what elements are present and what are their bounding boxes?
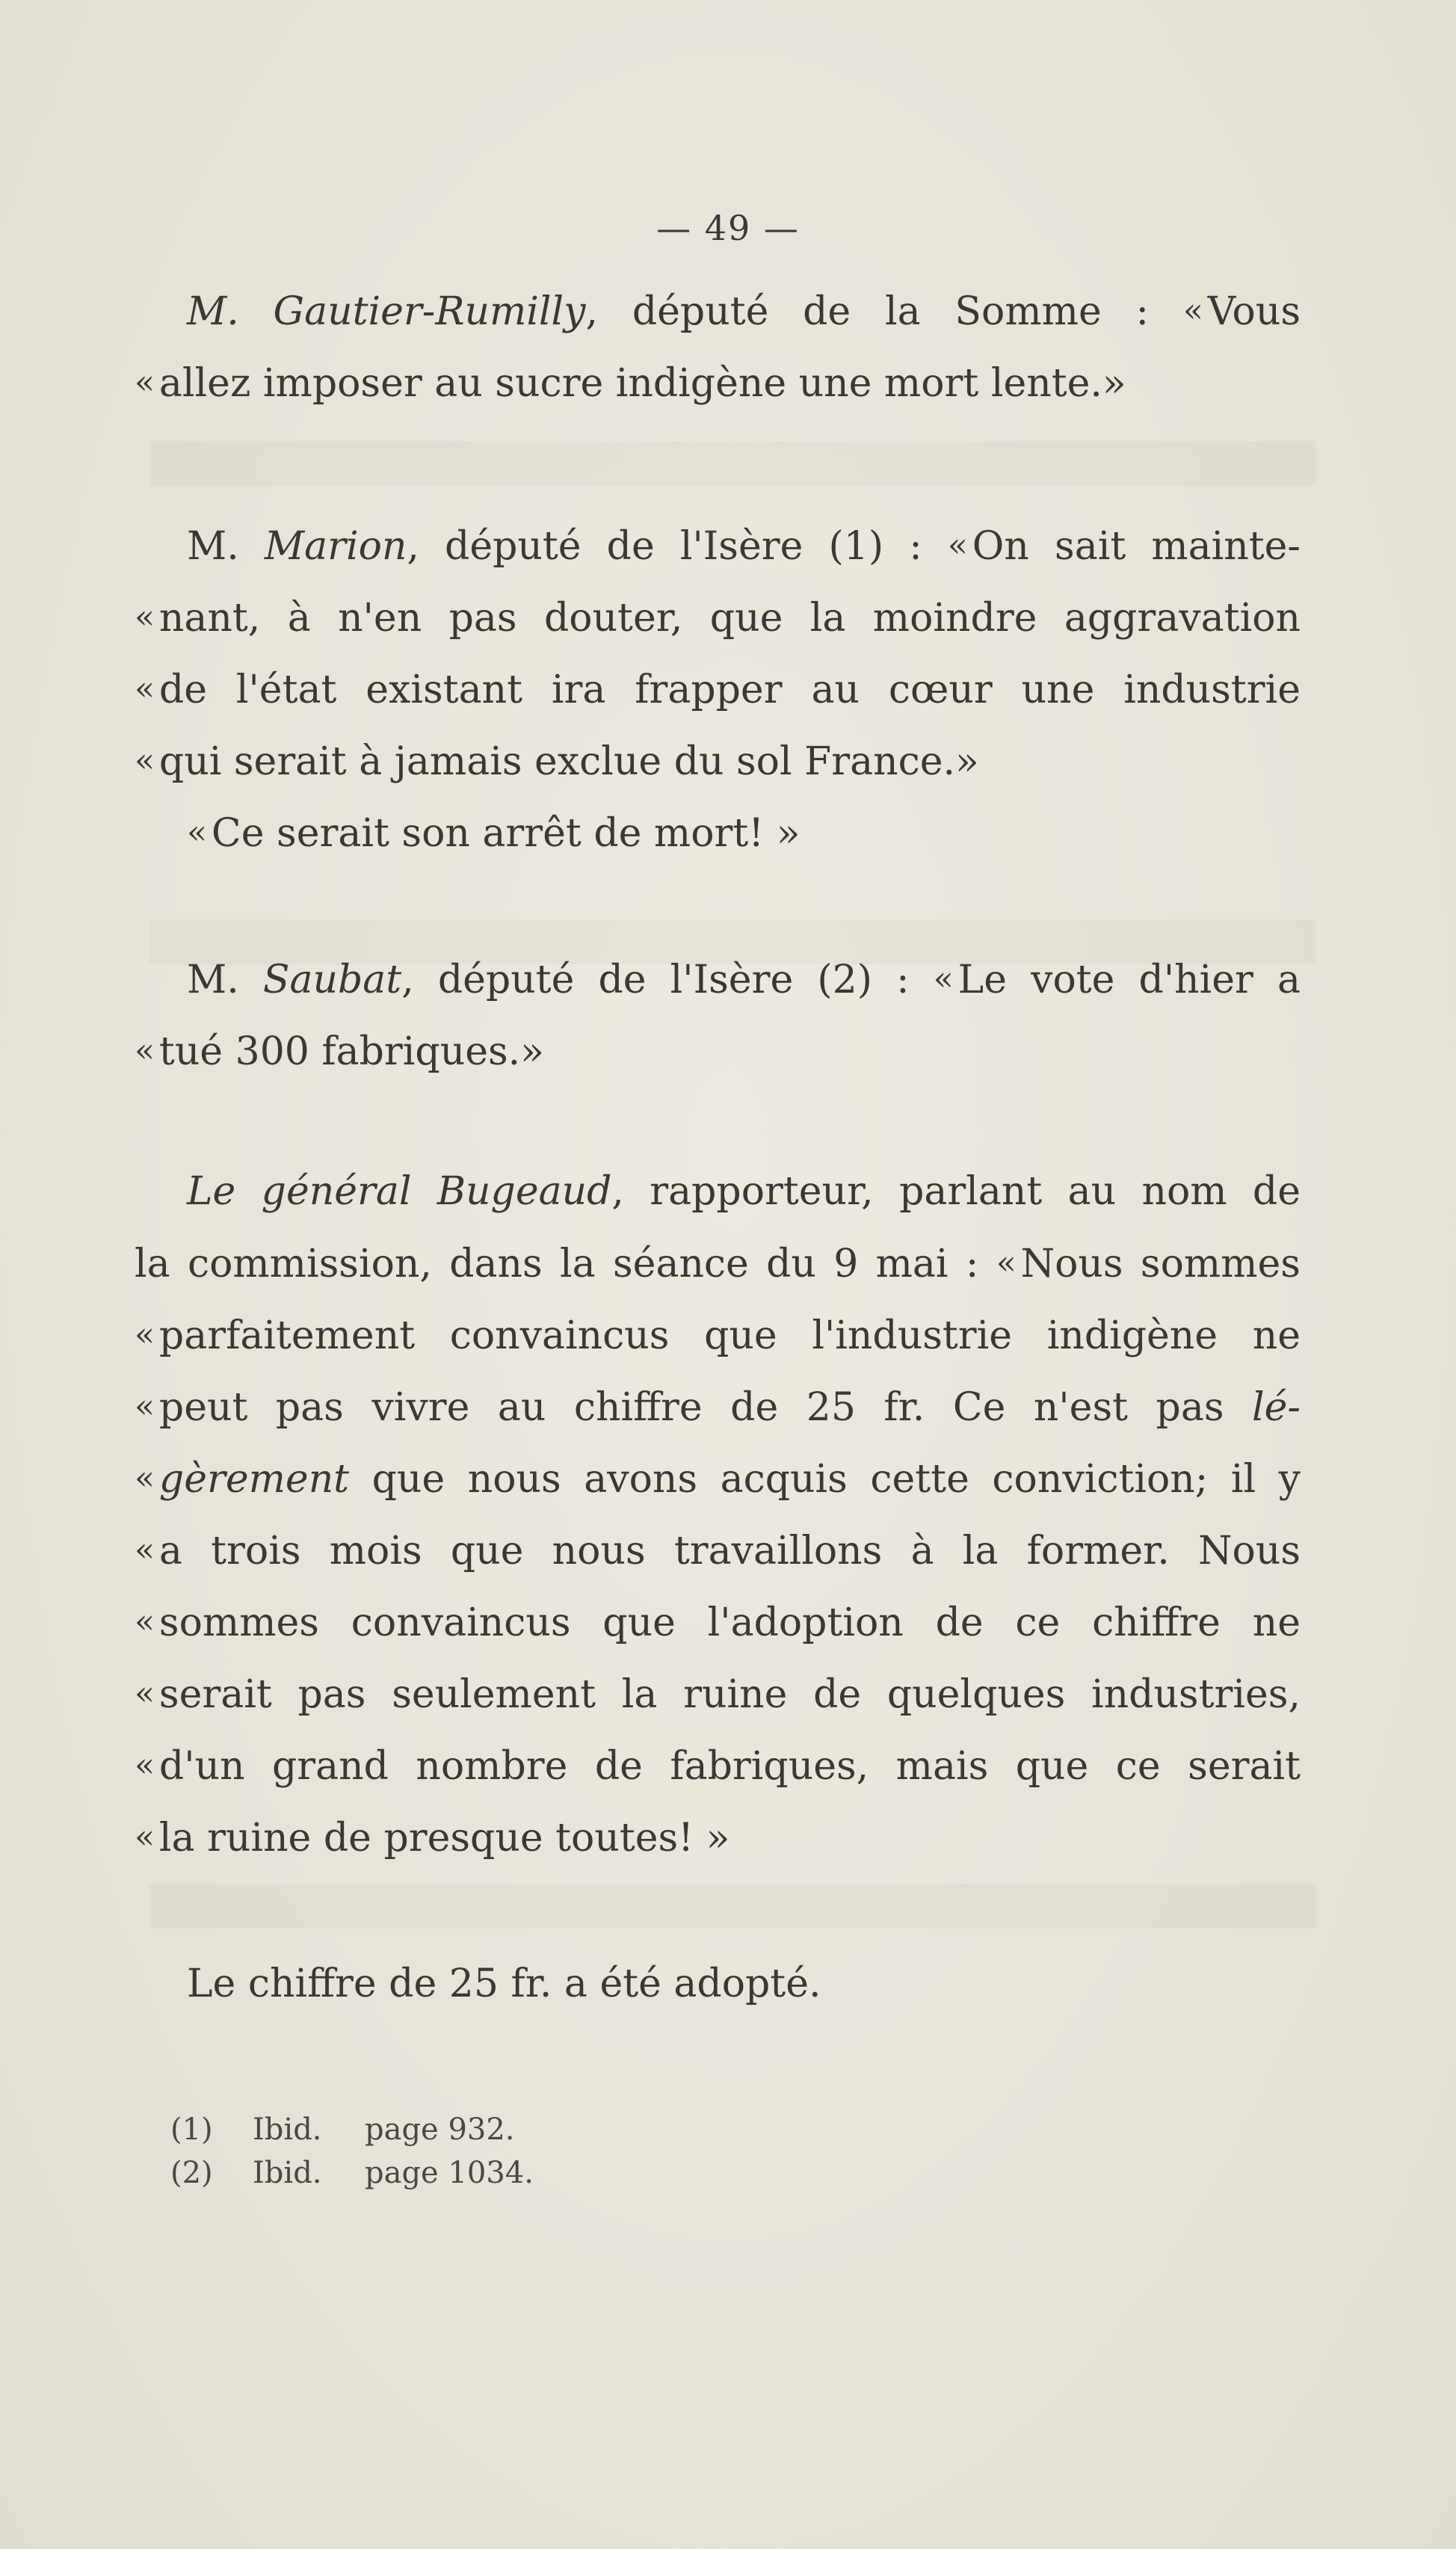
paragraph-5-line-1 (187, 1961, 1301, 2006)
open-quote: « (135, 742, 155, 780)
text-run: que nous avons acquis cette conviction; il y (371, 1457, 1301, 1502)
open-quote: « (135, 363, 155, 401)
text-run: On sait mainte- (972, 524, 1301, 569)
open-quote: « (187, 813, 207, 851)
text-run: Nous sommes (1020, 1242, 1301, 1286)
text-run: , député de l'Isère (1) : (407, 524, 922, 569)
footnotes (170, 2108, 534, 2195)
paragraph-2-line-1 (187, 523, 1301, 569)
text-run: serait pas seulement la ruine de quelques industries, (158, 1672, 1301, 1717)
footnote-page: page 932. (365, 2112, 515, 2147)
footnote (170, 2151, 534, 2195)
paragraph-1-line-2 (135, 360, 1301, 406)
speaker-name: M. Gautier-Rumilly (187, 289, 586, 334)
footnote-mark: (2) (170, 2156, 213, 2190)
open-quote: « (135, 670, 155, 708)
open-quote: « (135, 1818, 155, 1856)
footnote (170, 2108, 534, 2151)
text-run-italic: gèrement (158, 1457, 350, 1502)
open-quote: « (1182, 292, 1203, 330)
open-quote: « (135, 1459, 155, 1497)
paragraph-4-line-10 (135, 1815, 1301, 1861)
paragraph-2-line-3 (135, 667, 1301, 712)
page-number: — 49 — (656, 208, 800, 248)
paragraph-4-line-9 (135, 1743, 1301, 1789)
text-run: d'un grand nombre de fabriques, mais que ce serait (158, 1744, 1301, 1789)
open-quote: « (996, 1244, 1017, 1282)
bleed-through-shadow (149, 441, 1315, 486)
paragraph-2-line-5 (187, 810, 1301, 856)
paragraph-1-line-1 (187, 289, 1301, 334)
text-run: , député de l'Isère (2) : (401, 958, 910, 1002)
text-run: M. (187, 524, 239, 569)
text-run: parfaitement convaincus que l'industrie indigène ne (158, 1313, 1301, 1358)
text-run: Le vote d'hier a (957, 958, 1301, 1002)
open-quote: « (135, 1746, 155, 1784)
text-run: peut pas vivre au chiffre de 25 fr. Ce n'est pas (158, 1385, 1224, 1430)
open-quote: « (135, 1674, 155, 1713)
paragraph-2-line-4 (135, 739, 1301, 784)
paragraph-4-line-2 (135, 1241, 1301, 1286)
text-run: tué 300 fabriques.» (158, 1029, 544, 1074)
text-run: allez imposer au sucre indigène une mort lente.» (158, 361, 1126, 406)
text-run: Vous (1207, 289, 1301, 334)
text-run: a trois mois que nous travaillons à la former. Nous (158, 1529, 1301, 1574)
text-run: sommes convaincus que l'adoption de ce chiffre ne (158, 1600, 1301, 1645)
text-run: de l'état existant ira frapper au cœur une industrie (158, 668, 1301, 712)
paragraph-4-line-7 (135, 1600, 1301, 1645)
open-quote: « (135, 1603, 155, 1641)
paragraph-4-line-6 (135, 1528, 1301, 1574)
footnote-ibid: Ibid. (253, 2156, 322, 2190)
text-run: la ruine de presque toutes! » (158, 1816, 730, 1861)
text-run: , député de la Somme : (585, 289, 1150, 334)
open-quote: « (135, 1531, 155, 1569)
text-run: qui serait à jamais exclue du sol France.» (158, 739, 979, 784)
open-quote: « (135, 1316, 155, 1354)
paragraph-4-line-3 (135, 1313, 1301, 1358)
text-run-italic: lé- (1252, 1385, 1301, 1430)
footnote-mark: (1) (170, 2112, 213, 2147)
open-quote: « (947, 526, 968, 564)
paragraph-4-line-1 (187, 1169, 1301, 1214)
speaker-name: Le général Bugeaud (187, 1169, 612, 1214)
paragraph-4-line-8 (135, 1671, 1301, 1717)
footnote-page: page 1034. (365, 2156, 534, 2190)
speaker-name: Marion (264, 524, 407, 569)
paragraph-3-line-1 (187, 957, 1301, 1002)
text-run: M. (187, 958, 239, 1002)
text-run: Ce serait son arrêt de mort! » (211, 811, 801, 856)
paragraph-3-line-2 (135, 1029, 1301, 1074)
text-run: Le chiffre de 25 fr. a été adopté. (187, 1961, 821, 2006)
footnote-ibid: Ibid. (253, 2112, 322, 2147)
bleed-through-shadow (149, 1884, 1315, 1929)
text-run: la commission, dans la séance du 9 mai : (135, 1242, 979, 1286)
open-quote: « (135, 1032, 155, 1070)
open-quote: « (135, 598, 155, 636)
open-quote: « (135, 1387, 155, 1425)
paragraph-4-line-4 (135, 1384, 1301, 1430)
speaker-name: Saubat (262, 958, 402, 1002)
paragraph-4-line-5 (135, 1456, 1301, 1502)
paragraph-2-line-2 (135, 595, 1301, 641)
open-quote: « (933, 960, 954, 998)
text-run: nant, à n'en pas douter, que la moindre aggravation (158, 596, 1301, 641)
text-run: , rapporteur, parlant au nom de (611, 1169, 1301, 1214)
